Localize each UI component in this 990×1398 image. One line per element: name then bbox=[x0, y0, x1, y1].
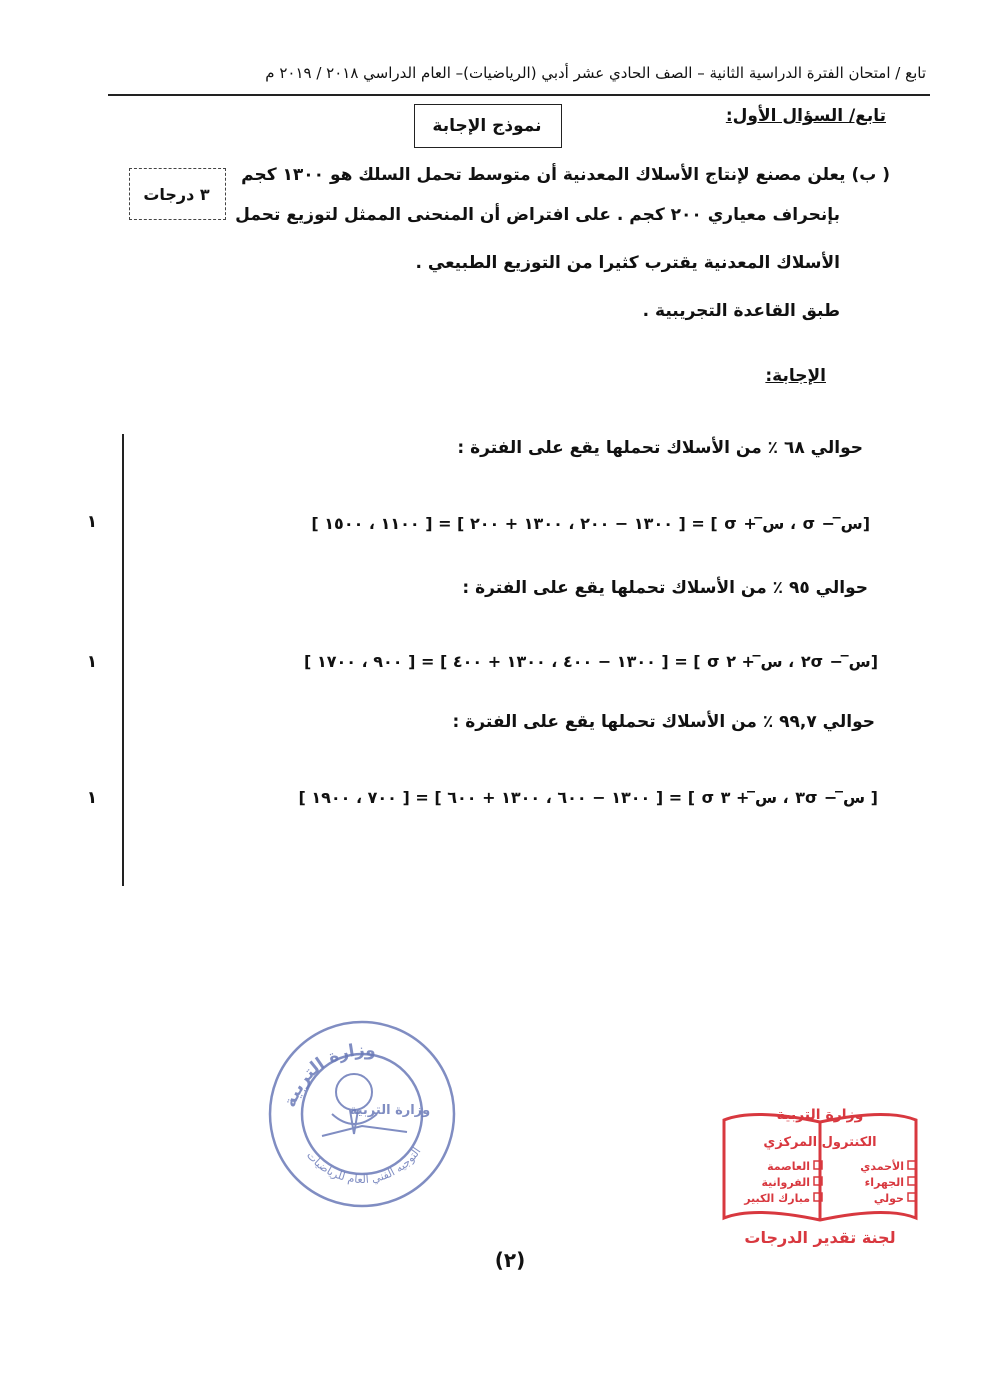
step-1-mark: ١ bbox=[86, 512, 98, 532]
step-1-formula: [س̅ − σ ، س̅ + σ ] = [ ١٣٠٠ − ٢٠٠ ، ١٣٠٠ + ٢٠٠ ] = [ ١١٠٠ ، ١٥٠٠ ] bbox=[311, 514, 870, 533]
stamp-footer: لجنة تقدير الدرجات bbox=[744, 1228, 896, 1247]
seal-bottom-text: التوجيه الفني العام للرياضيات bbox=[303, 1145, 424, 1187]
page-number: (٢) bbox=[494, 1248, 526, 1272]
stamp-district-right-3: مبارك الكبير bbox=[744, 1192, 810, 1205]
problem-line-1: ( ب) يعلن مصنع لإنتاج الأسلاك المعدنية أن متوسط تحمل السلك هو ١٣٠٠ كجم bbox=[241, 165, 890, 185]
header-divider bbox=[108, 94, 930, 96]
stamp-district-left-3: حولي bbox=[873, 1192, 904, 1205]
step-1-statement: حوالي ٦٨ ٪ من الأسلاك تحملها يقع على الفترة : bbox=[457, 438, 863, 458]
answer-title: الإجابة: bbox=[765, 366, 826, 386]
ministry-seal-stamp bbox=[262, 1014, 462, 1214]
exam-header: تابع / امتحان الفترة الدراسية الثانية – الصف الحادي عشر أدبي (الرياضيات)– العام الدراسي ٢٠١٨ / ٢٠١٩ م bbox=[265, 64, 926, 82]
stamp-district-right-1: العاصمة bbox=[767, 1160, 810, 1173]
problem-line-4: طبق القاعدة التجريبية . bbox=[642, 301, 840, 321]
problem-line-2: بإنحراف معياري ٢٠٠ كجم . على افتراض أن المنحنى الممثل لتوزيع تحمل bbox=[235, 205, 840, 225]
step-2-mark: ١ bbox=[86, 652, 98, 672]
grading-committee-stamp bbox=[714, 1100, 926, 1250]
step-2-statement: حوالي ٩٥ ٪ من الأسلاك تحملها يقع على الفترة : bbox=[462, 578, 868, 598]
stamp-district-right-2: الفروانية bbox=[761, 1176, 810, 1189]
stamp-district-left-2: الجهراء bbox=[864, 1176, 904, 1189]
stamp-control: الكنترول المركزي bbox=[763, 1135, 877, 1150]
seal-outer-text: وزارة التربية bbox=[280, 1040, 377, 1110]
grading-margin-line bbox=[122, 434, 124, 886]
step-3-statement: حوالي ٩٩,٧ ٪ من الأسلاك تحملها يقع على الفترة : bbox=[452, 712, 875, 732]
problem-line-3: الأسلاك المعدنية يقترب كثيرا من التوزيع الطبيعي . bbox=[415, 253, 840, 273]
stamp-title: وزارة التربية bbox=[776, 1107, 864, 1123]
grade-value: ٣ درجات bbox=[143, 185, 210, 204]
step-3-mark: ١ bbox=[86, 788, 98, 808]
step-3-formula: [ س̅ − ٣σ ، س̅ + ٣ σ ] = [ ١٣٠٠ − ٦٠٠ ، ١٣٠٠ + ٦٠٠ ] = [ ٧٠٠ ، ١٩٠٠ ] bbox=[298, 788, 878, 807]
question-label: تابع/ السؤال الأول: bbox=[725, 106, 886, 126]
svg-text:التوجيه الفني العام للرياضيات bbox=[304, 1145, 424, 1186]
seal-inner-text: وزارة التربية bbox=[349, 1103, 431, 1118]
stamp-district-left-1: الأحمدي bbox=[860, 1160, 904, 1173]
step-2-formula: [س̅ − ٢σ ، س̅ + ٢ σ ] = [ ١٣٠٠ − ٤٠٠ ، ١٣٠٠ + ٤٠٠ ] = [ ٩٠٠ ، ١٧٠٠ ] bbox=[304, 652, 878, 671]
answer-model-title: نموذج الإجابة bbox=[432, 116, 542, 136]
